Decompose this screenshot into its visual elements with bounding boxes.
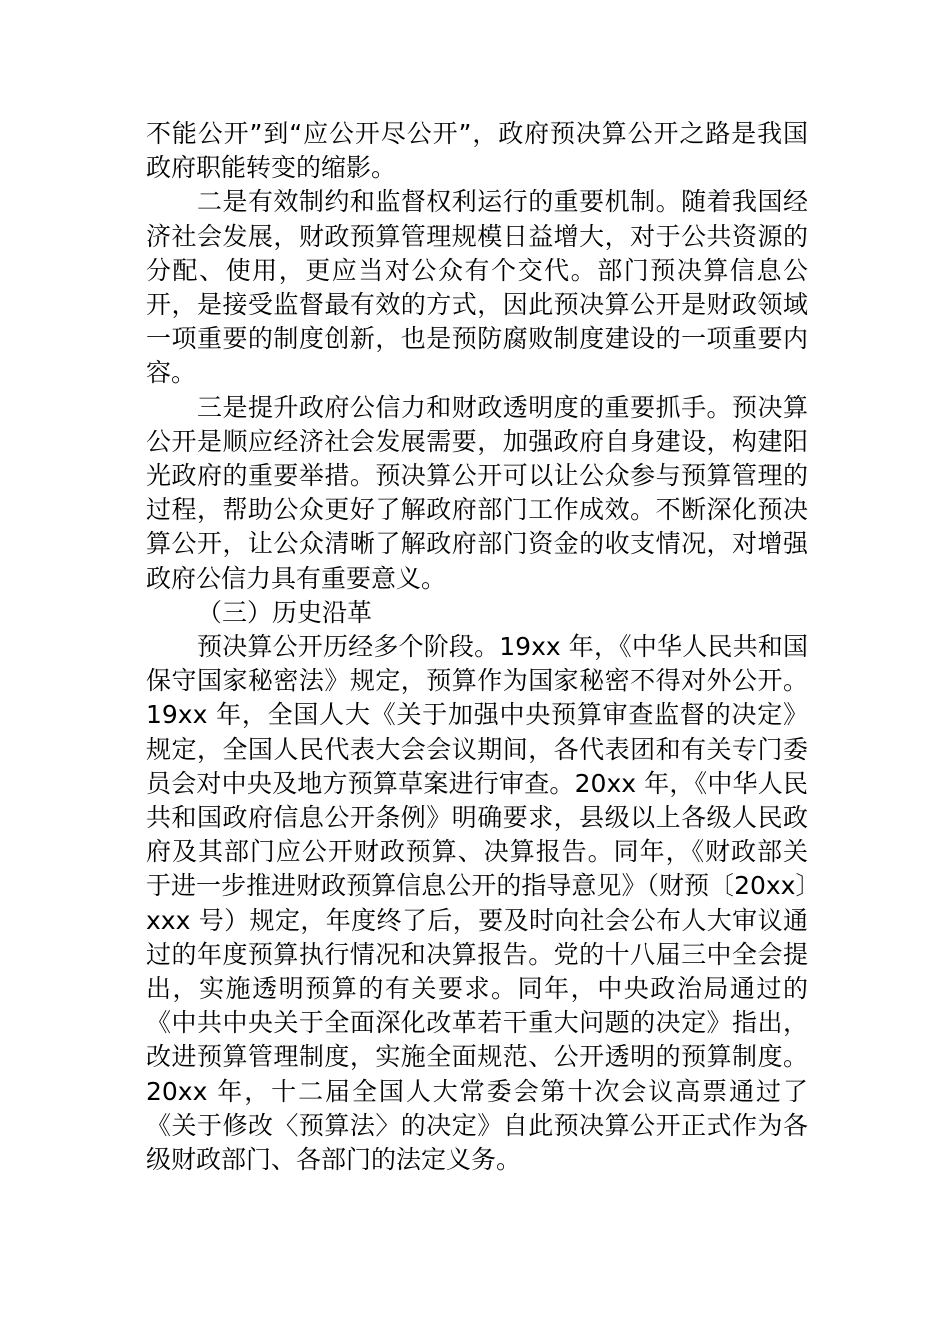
paragraph-continuation: 不能公开”到“应公开尽公开”，政府预决算公开之路是我国政府职能转变的缩影。 (146, 119, 808, 183)
body-text (146, 117, 808, 1177)
paragraph-point-two: 二是有效制约和监督权利运行的重要机制。随着我国经济社会发展，财政预算管理规模日益增大，对于公共资源的分配、使用，更应当对公众有个交代。部门预决算信息公开，是接受监督最有效的方式，因此预决算公开是财政领域一项重要的制度创新，也是预防腐败制度建设的一项重要内容。 (146, 187, 808, 388)
paragraph-history: 预决算公开历经多个阶段。19xx 年，《中华人民共和国保守国家秘密法》规定，预算作为国家秘密不得对外公开。19xx 年，全国人大《关于加强中央预算审查监督的决定》规定，全国人民代表大会会议期间，各代表团和有关专门委员会对中央及地方预算草案进行审查。20xx 年，《中华人民共和国政府信息公开条例》明确要求，县级以上各级人民政府及其部门应公开财政预算、决算报告。同年，《财政部关于进一步推进财政预算信息公开的指导意见》（财预〔20xx〕xxx 号）规定，年度终了后，要及时向社会公布人大审议通过的年度预算执行情况和决算报告。党的十八届三中全会提出，实施透明预算的有关要求。同年，中央政治局通过的《中共中央关于全面深化改革若干重大问题的决定》指出，改进预算管理制度，实施全面规范、公开透明的预算制度。20xx 年，十二届全国人大常委会第十次会议高票通过了《关于修改〈预算法〉的决定》自此预决算公开正式作为各级财政部门、各部门的法定义务。 (146, 632, 808, 1175)
section-heading: （三）历史沿革 (197, 597, 373, 627)
paragraph-point-three: 三是提升政府公信力和财政透明度的重要抓手。预决算公开是顺应经济社会发展需要，加强政府自身建设，构建阳光政府的重要举措。预决算公开可以让公众参与预算管理的过程，帮助公众更好了解政府部门工作成效。不断深化预决算公开，让公众清晰了解政府部门资金的收支情况，对增强政府公信力具有重要意义。 (146, 392, 808, 593)
